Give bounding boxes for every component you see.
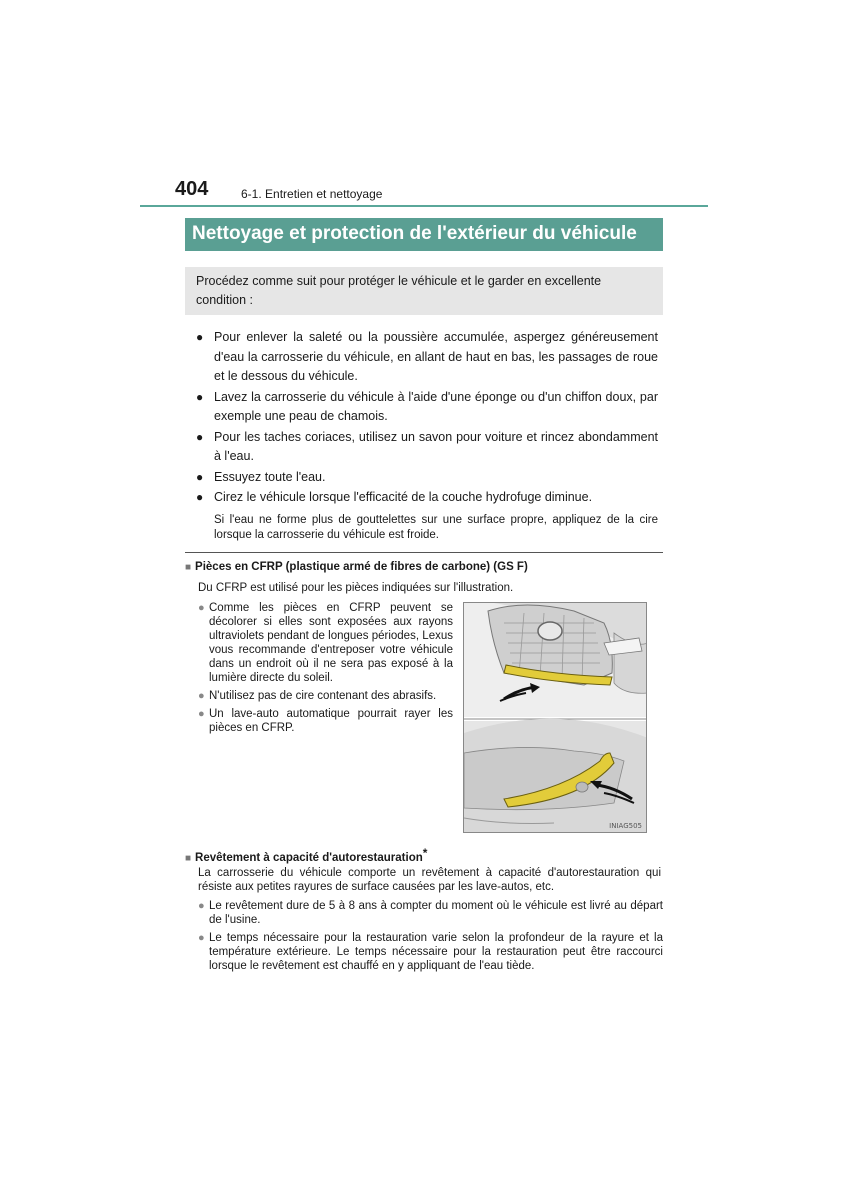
list-item [196,328,658,387]
list-item [198,601,453,685]
bullet-icon: ● [196,490,204,504]
list-item-text: Cirez le véhicule lorsque l'efficacité de la couche hydrofuge diminue. [214,490,593,504]
list-item-text: Pour les taches coriaces, utilisez un savon pour voiture et rincez abondamment à l'eau. [214,429,658,463]
bullet-icon: ● [196,469,204,484]
page-title: Nettoyage et protection de l'extérieur du véhicule [185,218,663,251]
bullet-note: Si l'eau ne forme plus de gouttelettes sur une surface propre, appliquez de la cire lorsque la carrosserie du véhicule est froide. [214,513,658,541]
image-code: INIAG505 [609,822,642,830]
cfrp-illustration [463,602,647,833]
section-label: 6-1. Entretien et nettoyage [241,187,383,201]
bullet-icon: ● [198,932,205,944]
bullet-icon: ● [196,389,204,404]
main-bullet-list [196,328,658,543]
list-item-text: Le temps nécessaire pour la restauration varie selon la profondeur de la rayure et la température extérieure. Le temps nécessaire pour la restauration peut être raccourci lorsque le revêtement est chauffé en y appliquant de l'eau tiède. [209,932,663,972]
coating-heading [185,846,427,864]
list-item [198,707,453,735]
list-item [196,388,658,427]
page-number: 404 [175,178,209,200]
bullet-icon: ● [198,690,205,702]
bullet-icon: ● [198,900,205,912]
list-item [196,468,658,488]
car-parts-illustration [464,603,647,833]
bullet-icon: ● [198,708,205,720]
list-item-text: Essuyez toute l'eau. [214,469,326,484]
list-item-text: N'utilisez pas de cire contenant des abrasifs. [209,690,437,702]
section-rule [185,552,663,553]
list-item [196,428,658,467]
coating-list [198,899,663,977]
coating-heading-text: Revêtement à capacité d'autorestauration [195,852,423,864]
list-item [198,931,663,973]
bullet-icon: ● [196,330,204,344]
cfrp-heading-text: Pièces en CFRP (plastique armé de fibres de carbone) (GS F) [195,561,528,573]
list-item-text: Le revêtement dure de 5 à 8 ans à compter du moment où le véhicule est livré au départ de l'usine. [209,900,663,926]
list-item [198,689,453,703]
cfrp-heading [185,561,528,573]
intro-box: Procédez comme suit pour protéger le véhicule et le garder en excellente condition : [185,267,663,315]
list-item-text: Un lave-auto automatique pourrait rayer les pièces en CFRP. [209,708,453,734]
list-item-text: Lavez la carrosserie du véhicule à l'aide d'une éponge ou d'un chiffon doux, par exemple une peau de chamois. [214,389,658,423]
heading-marker-icon: ■ [185,562,192,573]
bullet-icon: ● [198,602,205,614]
coating-intro: La carrosserie du véhicule comporte un revêtement à capacité d'autorestauration qui résiste aux petites rayures de surface causées par les lave-autos, etc. [198,867,661,893]
list-item-text: Pour enlever la saleté ou la poussière accumulée, aspergez généreusement d'eau la carrosserie du véhicule, en allant de haut en bas, les passages de roue et le dessous du véhicule. [214,330,658,383]
bullet-icon: ● [196,429,204,444]
star-marker: * [422,846,428,860]
heading-marker-icon: ■ [185,853,192,864]
cfrp-intro: Du CFRP est utilisé pour les pièces indiquées sur l'illustration. [198,582,514,594]
list-item [198,899,663,927]
header-rule [140,205,708,207]
cfrp-list [198,601,453,739]
list-item-text: Comme les pièces en CFRP peuvent se décolorer si elles sont exposées aux rayons ultraviolets pendant de longues périodes, Lexus vous recommande d'entreposer votre véhicule dans un endroit où il ne sera pas exposé à la lumière directe du soleil. [209,602,453,684]
list-item [196,488,658,508]
